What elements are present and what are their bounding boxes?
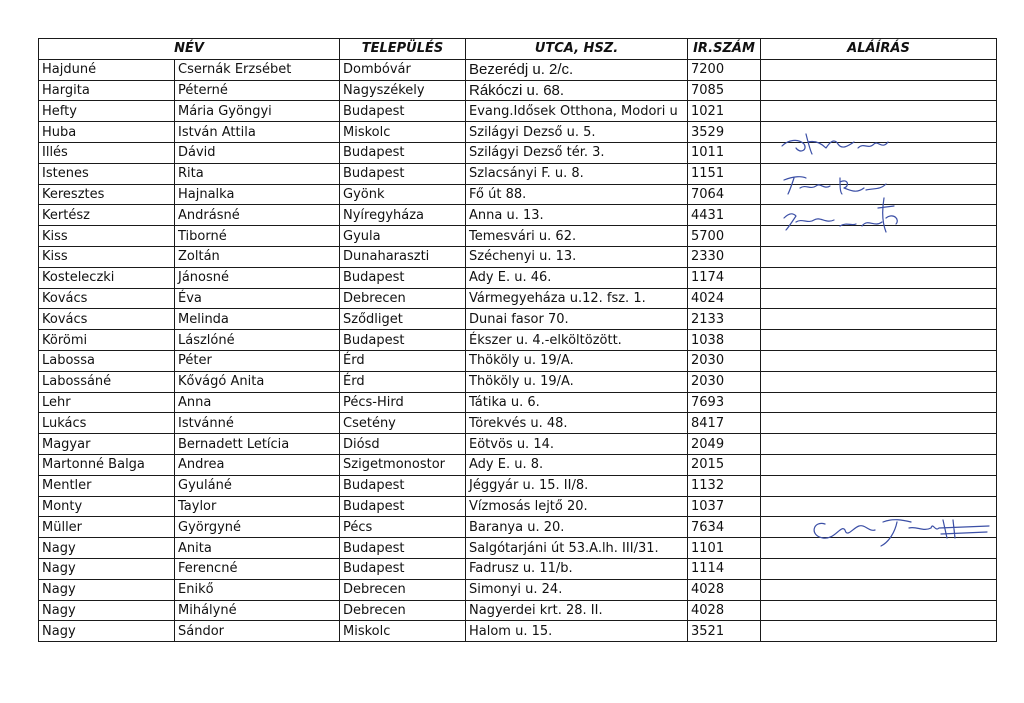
last-name-cell: Nagy [39, 538, 175, 559]
last-name-cell: Hefty [39, 101, 175, 122]
zip-cell: 7634 [688, 517, 761, 538]
header-telepules: TELEPÜLÉS [340, 39, 466, 60]
signature-cell [761, 101, 997, 122]
street-cell: Törekvés u. 48. [466, 413, 688, 434]
table-row [39, 309, 997, 330]
signature-cell [761, 80, 997, 101]
street-cell: Vármegyeháza u.12. fsz. 1. [466, 288, 688, 309]
street-cell: Tátika u. 6. [466, 392, 688, 413]
zip-cell: 7200 [688, 59, 761, 80]
street-cell: Dunai fasor 70. [466, 309, 688, 330]
last-name-cell: Nagy [39, 600, 175, 621]
signature-cell [761, 434, 997, 455]
signature-kertesz [778, 188, 918, 240]
street-cell: Fő út 88. [466, 184, 688, 205]
city-cell: Budapest [340, 558, 466, 579]
signature-monty [783, 508, 993, 550]
table-row [39, 600, 997, 621]
city-cell: Csetény [340, 413, 466, 434]
zip-cell: 2330 [688, 246, 761, 267]
city-cell: Pécs [340, 517, 466, 538]
zip-cell: 7693 [688, 392, 761, 413]
first-name-cell: Gyuláné [175, 475, 340, 496]
first-name-cell: Andrásné [175, 205, 340, 226]
first-name-cell: Ferencné [175, 558, 340, 579]
table-row [39, 101, 997, 122]
first-name-cell: Anna [175, 392, 340, 413]
street-cell: Szlacsányi F. u. 8. [466, 163, 688, 184]
last-name-cell: Martonné Balga [39, 454, 175, 475]
street-cell: Halom u. 15. [466, 621, 688, 642]
street-cell: Ady E. u. 8. [466, 454, 688, 475]
table-row [39, 267, 997, 288]
city-cell: Debrecen [340, 288, 466, 309]
last-name-cell: Kovács [39, 309, 175, 330]
city-cell: Budapest [340, 475, 466, 496]
zip-cell: 7085 [688, 80, 761, 101]
city-cell: Dunaharaszti [340, 246, 466, 267]
table-row [39, 621, 997, 642]
zip-cell: 1037 [688, 496, 761, 517]
zip-cell: 5700 [688, 226, 761, 247]
city-cell: Miskolc [340, 621, 466, 642]
zip-cell: 2133 [688, 309, 761, 330]
street-cell: Ady E. u. 46. [466, 267, 688, 288]
city-cell: Nyíregyháza [340, 205, 466, 226]
city-cell: Budapest [340, 163, 466, 184]
zip-cell: 2015 [688, 454, 761, 475]
zip-cell: 4431 [688, 205, 761, 226]
first-name-cell: Zoltán [175, 246, 340, 267]
first-name-cell: Rita [175, 163, 340, 184]
last-name-cell: Nagy [39, 621, 175, 642]
first-name-cell: Melinda [175, 309, 340, 330]
signature-cell [761, 59, 997, 80]
last-name-cell: Mentler [39, 475, 175, 496]
table-row [39, 413, 997, 434]
last-name-cell: Nagy [39, 579, 175, 600]
zip-cell: 4024 [688, 288, 761, 309]
city-cell: Budapest [340, 330, 466, 351]
first-name-cell: Péterné [175, 80, 340, 101]
zip-cell: 4028 [688, 579, 761, 600]
city-cell: Nagyszékely [340, 80, 466, 101]
signature-sheet [38, 38, 997, 642]
table-row [39, 579, 997, 600]
first-name-cell: Mihályné [175, 600, 340, 621]
table-row [39, 454, 997, 475]
zip-cell: 1174 [688, 267, 761, 288]
city-cell: Debrecen [340, 600, 466, 621]
table-row [39, 246, 997, 267]
street-cell: Nagyerdei krt. 28. II. [466, 600, 688, 621]
street-cell: Ékszer u. 4.-elköltözött. [466, 330, 688, 351]
street-cell: Széchenyi u. 13. [466, 246, 688, 267]
table-row [39, 558, 997, 579]
signature-cell [761, 267, 997, 288]
street-cell: Baranya u. 20. [466, 517, 688, 538]
last-name-cell: Nagy [39, 558, 175, 579]
street-cell: Temesvári u. 62. [466, 226, 688, 247]
table-row [39, 434, 997, 455]
city-cell: Gyönk [340, 184, 466, 205]
last-name-cell: Keresztes [39, 184, 175, 205]
last-name-cell: Kiss [39, 246, 175, 267]
header-utca: UTCA, HSZ. [466, 39, 688, 60]
first-name-cell: Mária Gyöngyi [175, 101, 340, 122]
header-irszam: IR.SZÁM [688, 39, 761, 60]
first-name-cell: Taylor [175, 496, 340, 517]
first-name-cell: Tiborné [175, 226, 340, 247]
signature-cell [761, 392, 997, 413]
first-name-cell: Péter [175, 350, 340, 371]
street-cell: Szilágyi Dezső tér. 3. [466, 142, 688, 163]
last-name-cell: Hargita [39, 80, 175, 101]
signature-cell [761, 475, 997, 496]
city-cell: Gyula [340, 226, 466, 247]
last-name-cell: Kiss [39, 226, 175, 247]
last-name-cell: Hajduné [39, 59, 175, 80]
city-cell: Pécs-Hird [340, 392, 466, 413]
city-cell: Dombóvár [340, 59, 466, 80]
first-name-cell: Lászlóné [175, 330, 340, 351]
first-name-cell: Enikő [175, 579, 340, 600]
zip-cell: 7064 [688, 184, 761, 205]
first-name-cell: Sándor [175, 621, 340, 642]
last-name-cell: Kovács [39, 288, 175, 309]
first-name-cell: Györgyné [175, 517, 340, 538]
street-cell: Jéggyár u. 15. II/8. [466, 475, 688, 496]
last-name-cell: Kertész [39, 205, 175, 226]
first-name-cell: Istvánné [175, 413, 340, 434]
signature-cell [761, 330, 997, 351]
last-name-cell: Kosteleczki [39, 267, 175, 288]
first-name-cell: István Attila [175, 122, 340, 143]
signature-cell [761, 600, 997, 621]
last-name-cell: Müller [39, 517, 175, 538]
first-name-cell: Dávid [175, 142, 340, 163]
city-cell: Budapest [340, 101, 466, 122]
last-name-cell: Magyar [39, 434, 175, 455]
city-cell: Budapest [340, 142, 466, 163]
zip-cell: 1114 [688, 558, 761, 579]
first-name-cell: Hajnalka [175, 184, 340, 205]
city-cell: Miskolc [340, 122, 466, 143]
signature-cell [761, 454, 997, 475]
table-row [39, 330, 997, 351]
zip-cell: 4028 [688, 600, 761, 621]
signature-cell [761, 371, 997, 392]
first-name-cell: Kővágó Anita [175, 371, 340, 392]
street-cell: Bezerédj u. 2/c. [466, 59, 688, 80]
header-alairas: ALÁÍRÁS [761, 39, 997, 60]
street-cell: Thököly u. 19/A. [466, 350, 688, 371]
city-cell: Érd [340, 371, 466, 392]
table-row [39, 350, 997, 371]
street-cell: Simonyi u. 24. [466, 579, 688, 600]
signature-cell [761, 558, 997, 579]
zip-cell: 1021 [688, 101, 761, 122]
signature-cell [761, 309, 997, 330]
last-name-cell: Labossáné [39, 371, 175, 392]
table-row [39, 59, 997, 80]
table-row [39, 80, 997, 101]
signature-cell [761, 413, 997, 434]
first-name-cell: Anita [175, 538, 340, 559]
street-cell: Evang.Idősek Otthona, Modori u [466, 101, 688, 122]
city-cell: Budapest [340, 538, 466, 559]
street-cell: Fadrusz u. 11/b. [466, 558, 688, 579]
header-row [39, 39, 997, 60]
city-cell: Sződliget [340, 309, 466, 330]
signature-cell [761, 350, 997, 371]
city-cell: Szigetmonostor [340, 454, 466, 475]
city-cell: Budapest [340, 496, 466, 517]
zip-cell: 3529 [688, 122, 761, 143]
table-row [39, 392, 997, 413]
city-cell: Diósd [340, 434, 466, 455]
signature-cell [761, 579, 997, 600]
zip-cell: 1011 [688, 142, 761, 163]
signature-cell [761, 288, 997, 309]
street-cell: Szilágyi Dezső u. 5. [466, 122, 688, 143]
table-row [39, 475, 997, 496]
zip-cell: 1132 [688, 475, 761, 496]
last-name-cell: Körömi [39, 330, 175, 351]
last-name-cell: Illés [39, 142, 175, 163]
first-name-cell: Éva [175, 288, 340, 309]
last-name-cell: Lehr [39, 392, 175, 413]
zip-cell: 2030 [688, 371, 761, 392]
zip-cell: 1151 [688, 163, 761, 184]
street-cell: Salgótarjáni út 53.A.lh. III/31. [466, 538, 688, 559]
first-name-cell: Bernadett Letícia [175, 434, 340, 455]
last-name-cell: Labossa [39, 350, 175, 371]
street-cell: Thököly u. 19/A. [466, 371, 688, 392]
table-row [39, 371, 997, 392]
first-name-cell: Jánosné [175, 267, 340, 288]
last-name-cell: Lukács [39, 413, 175, 434]
street-cell: Eötvös u. 14. [466, 434, 688, 455]
last-name-cell: Huba [39, 122, 175, 143]
signature-huba [778, 128, 908, 158]
signature-cell [761, 621, 997, 642]
street-cell: Anna u. 13. [466, 205, 688, 226]
zip-cell: 1101 [688, 538, 761, 559]
table-row [39, 288, 997, 309]
zip-cell: 3521 [688, 621, 761, 642]
city-cell: Budapest [340, 267, 466, 288]
signature-cell [761, 246, 997, 267]
city-cell: Érd [340, 350, 466, 371]
first-name-cell: Andrea [175, 454, 340, 475]
zip-cell: 2030 [688, 350, 761, 371]
first-name-cell: Csernák Erzsébet [175, 59, 340, 80]
last-name-cell: Istenes [39, 163, 175, 184]
zip-cell: 8417 [688, 413, 761, 434]
zip-cell: 1038 [688, 330, 761, 351]
city-cell: Debrecen [340, 579, 466, 600]
street-cell: Vízmosás lejtő 20. [466, 496, 688, 517]
zip-cell: 2049 [688, 434, 761, 455]
street-cell: Rákóczi u. 68. [466, 80, 688, 101]
header-nev: NÉV [39, 39, 340, 60]
last-name-cell: Monty [39, 496, 175, 517]
